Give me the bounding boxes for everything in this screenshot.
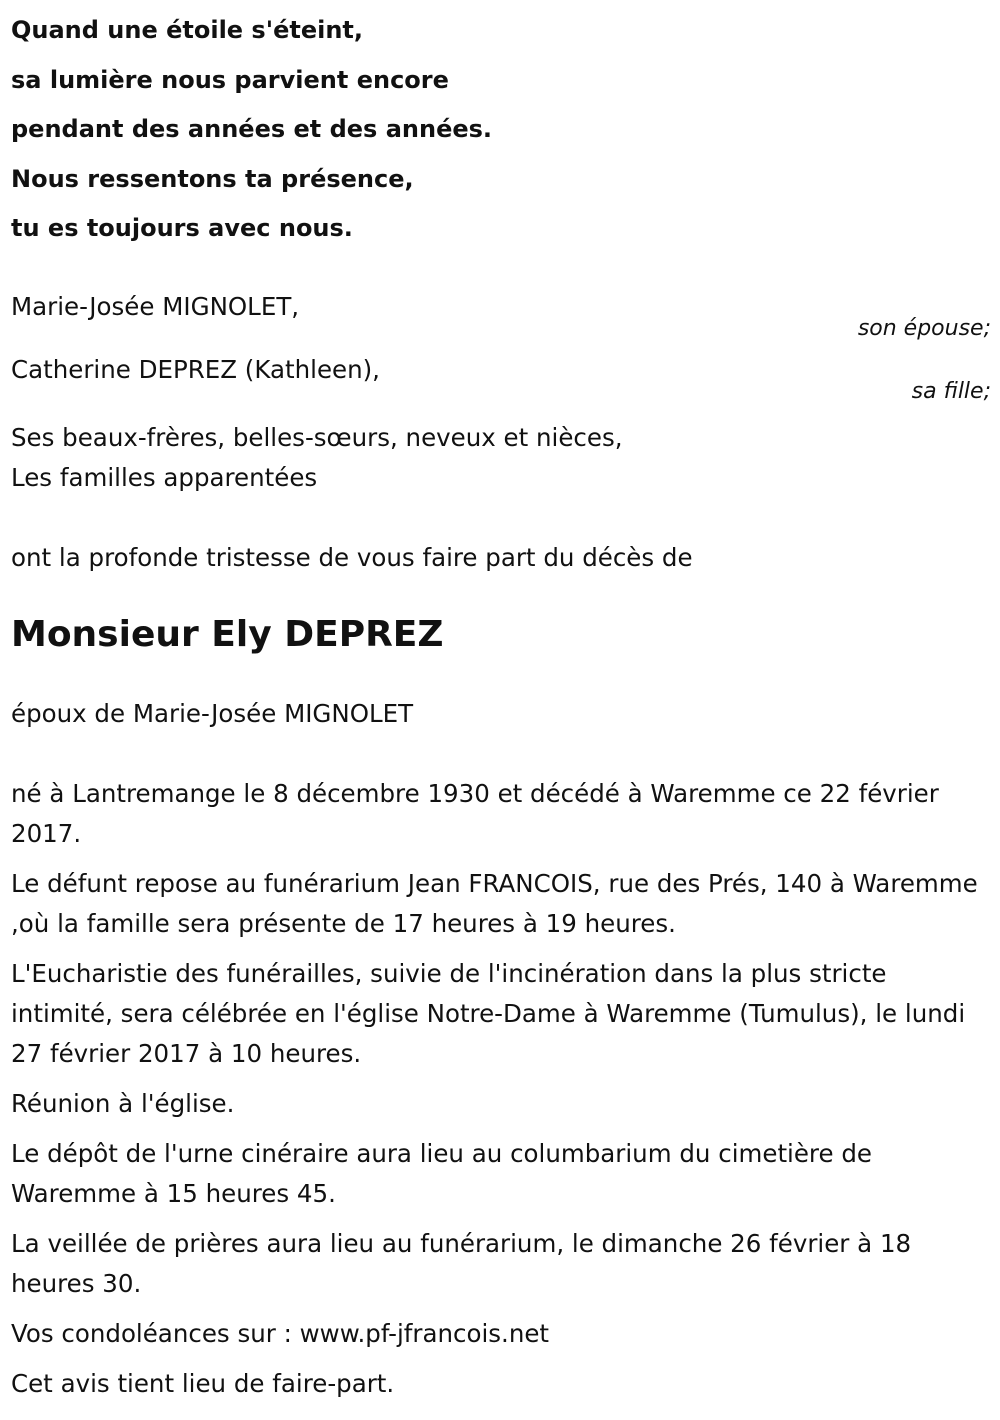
- detail-paragraph: Le dépôt de l'urne cinéraire aura lieu au columbarium du cimetière de Waremme à 15 heures 45.: [11, 1138, 872, 1208]
- poem-line: sa lumière nous parvient encore: [11, 65, 449, 94]
- spouse-line: époux de Marie-Josée MIGNOLET: [11, 698, 414, 728]
- poem-line: Quand une étoile s'éteint,: [11, 16, 363, 44]
- poem-line: pendant des années et des années.: [11, 115, 493, 143]
- announcement: ont la profonde tristesse de vous faire part du décès de: [11, 542, 693, 572]
- family-member-role: sa fille;: [911, 378, 991, 404]
- detail-paragraph: Cet avis tient lieu de faire-part.: [11, 1368, 395, 1398]
- detail-paragraph: La veillée de prières aura lieu au funérarium, le dimanche 26 février à 18 heures 30.: [11, 1228, 912, 1298]
- family-member: [11, 292, 991, 355]
- family-member-name: Catherine DEPREZ (Kathleen),: [11, 354, 380, 384]
- poem-line: Nous ressentons ta présence,: [11, 164, 414, 193]
- detail-paragraph: L'Eucharistie des funérailles, suivie de l'incinération dans la plus stricte intimité, sera célébrée en l'église Notre-Dame à Waremme (Tumulus), le lundi 27 février 2017 à 10 heures.: [11, 958, 966, 1068]
- obituary-notice: [11, 0, 991, 1414]
- detail-paragraph: Réunion à l'église.: [11, 1088, 235, 1118]
- detail-paragraph: Vos condoléances sur : www.pf-jfrancois.net: [11, 1318, 550, 1348]
- family-member-name: Marie-Josée MIGNOLET,: [11, 291, 300, 321]
- deceased-name: Monsieur Ely DEPREZ: [11, 613, 444, 655]
- extended-family-line: Ses beaux-frères, belles-sœurs, neveux et nièces,: [11, 422, 623, 452]
- poem-line: tu es toujours avec nous.: [11, 214, 353, 242]
- poem: [11, 0, 991, 254]
- family-list: [11, 292, 991, 418]
- family-member-role: son épouse;: [857, 315, 991, 341]
- extended-family: [11, 418, 991, 498]
- detail-paragraph: Le défunt repose au funérarium Jean FRANCOIS, rue des Prés, 140 à Waremme ,où la famille sera présente de 17 heures à 19 heures.: [11, 868, 978, 938]
- extended-family-line: Les familles apparentées: [11, 462, 318, 492]
- family-member: [11, 355, 991, 418]
- detail-paragraph: né à Lantremange le 8 décembre 1930 et décédé à Waremme ce 22 février 2017.: [11, 778, 939, 848]
- funeral-details: [11, 774, 991, 1404]
